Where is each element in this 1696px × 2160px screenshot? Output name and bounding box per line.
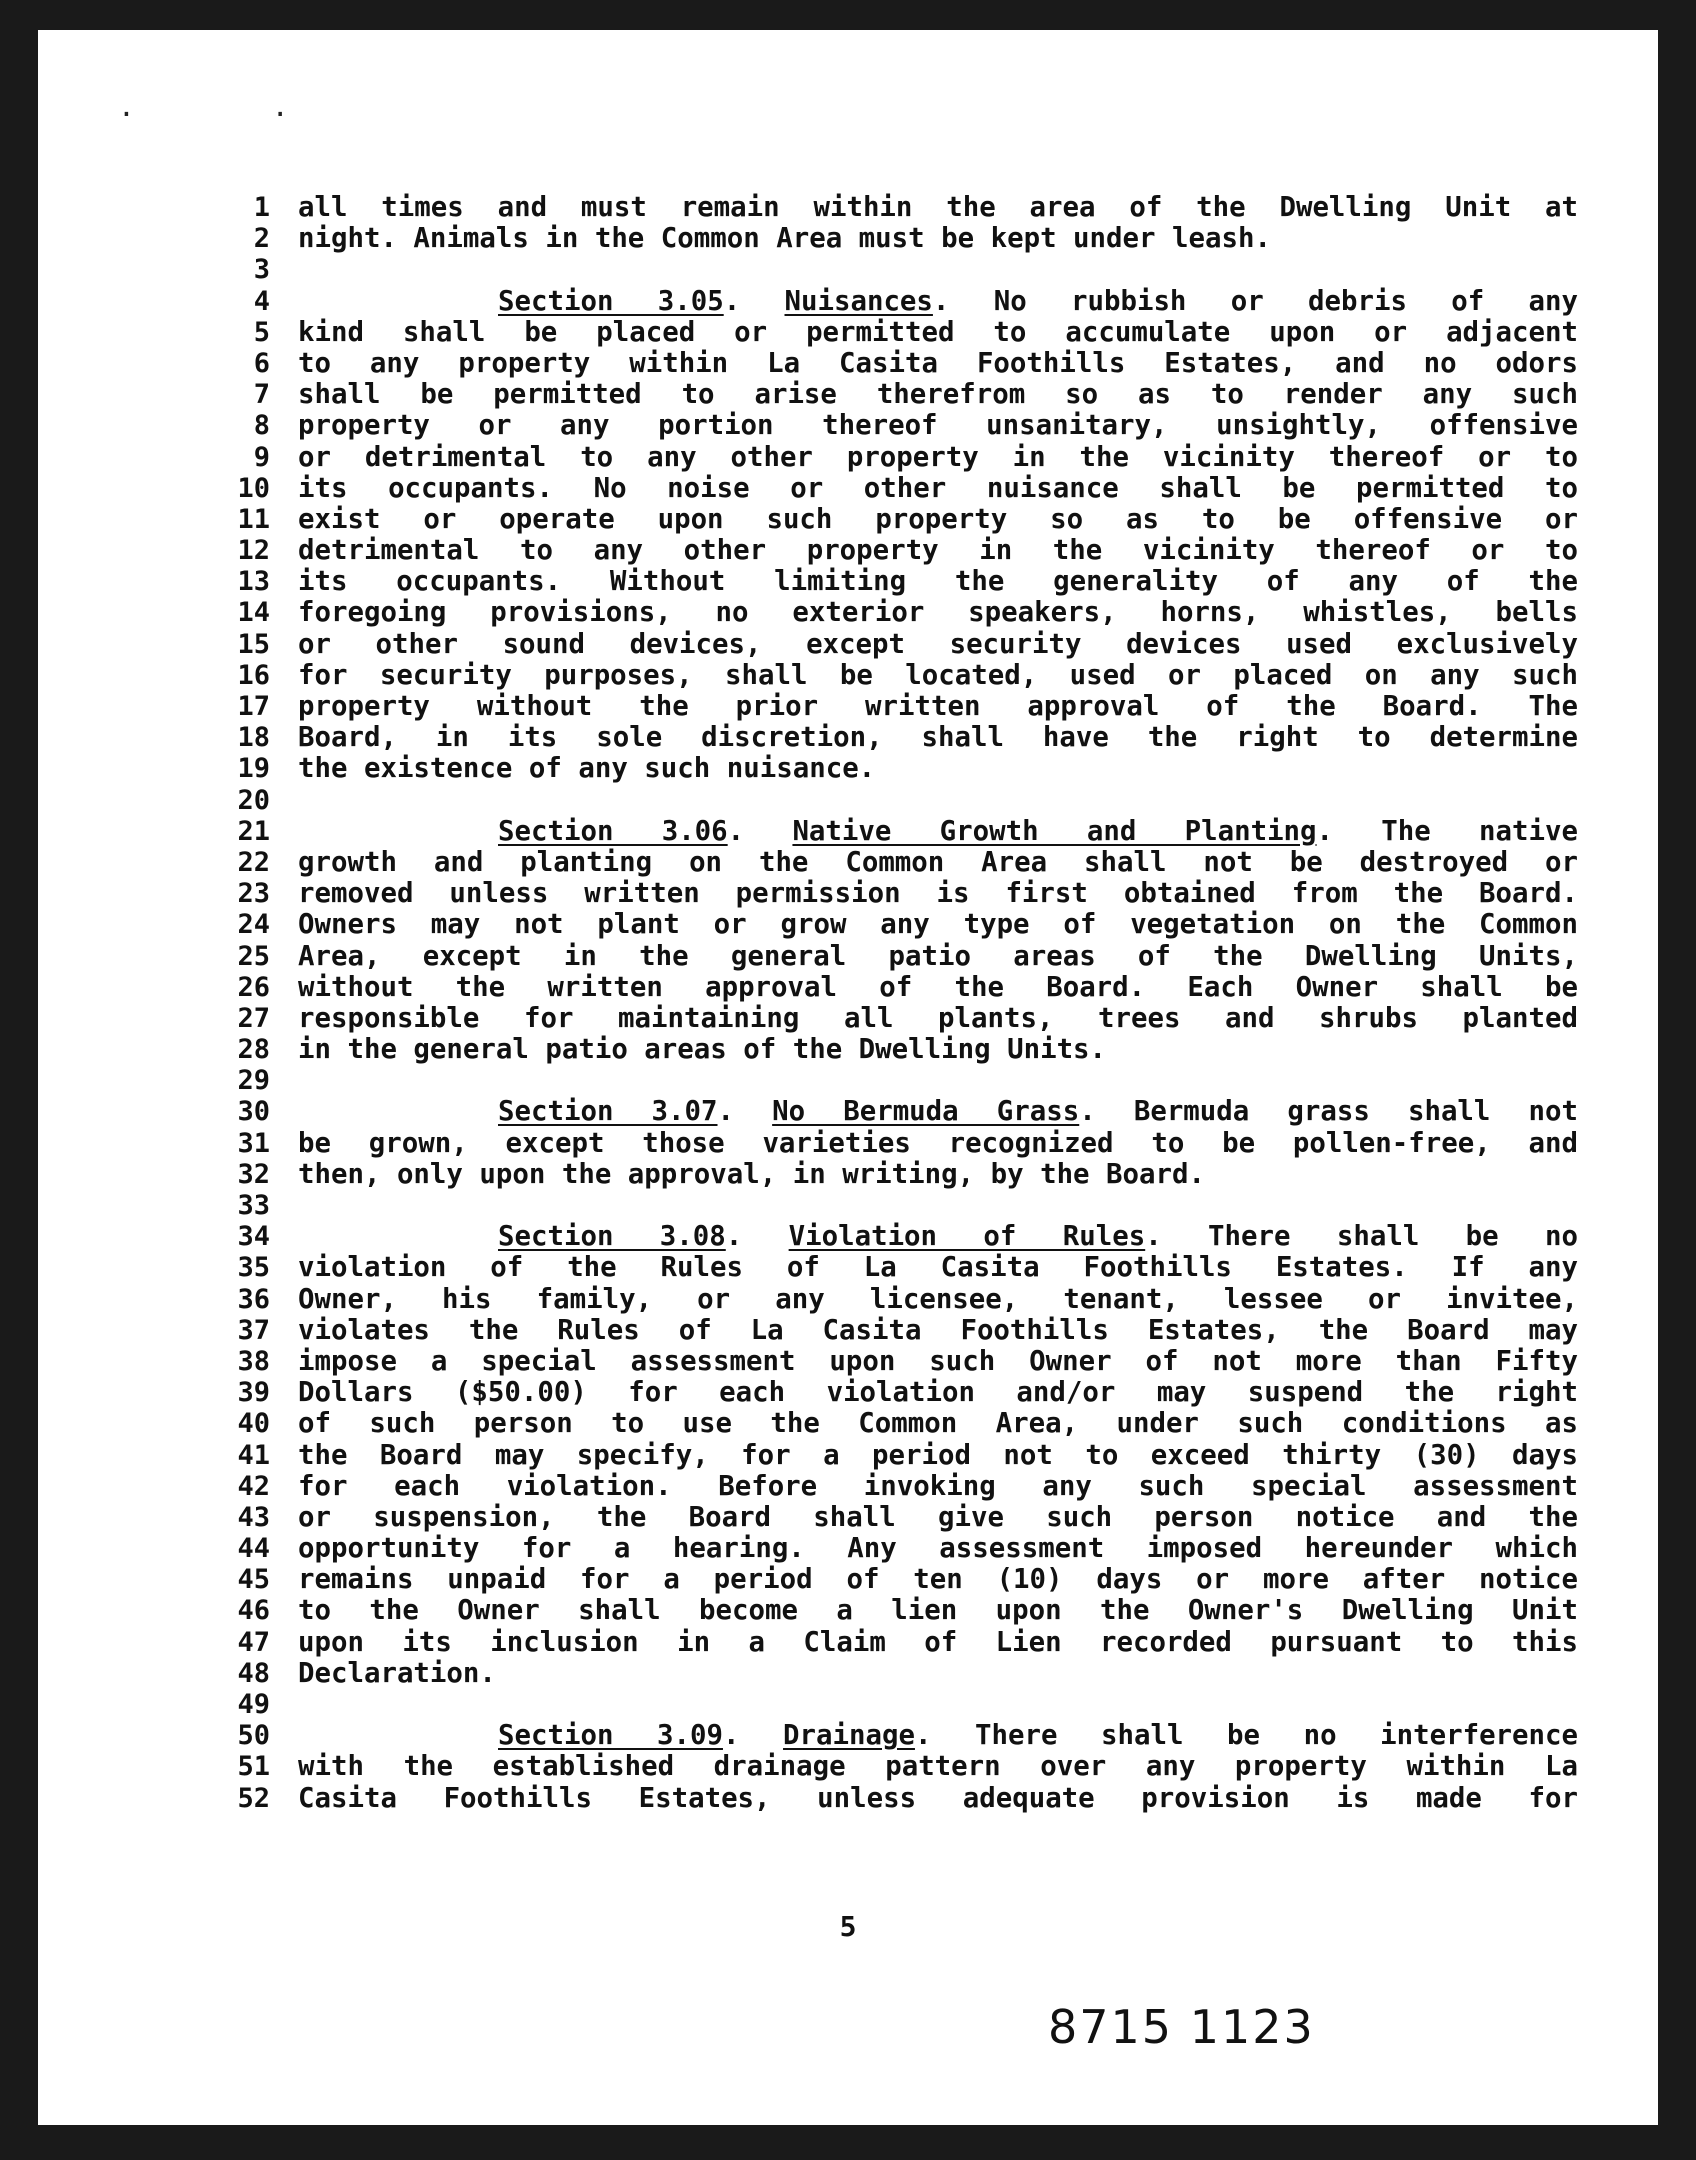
text-line: [228, 1159, 1628, 1190]
text-line: [228, 254, 1628, 285]
text-line: [228, 847, 1628, 878]
text-line: [228, 597, 1628, 628]
line-text: foregoing provisions, no exterior speakers, horns, whistles, bells: [298, 597, 1578, 629]
section-number: Section 3.06: [498, 815, 728, 847]
text-line: [228, 223, 1628, 254]
page-number: 5: [839, 1910, 857, 1943]
section-title: Nuisances: [784, 285, 933, 317]
text-line: [228, 1783, 1628, 1814]
line-number: 41: [237, 1439, 270, 1471]
line-number: 14: [237, 597, 270, 629]
line-number: 46: [237, 1595, 270, 1627]
line-text: detrimental to any other property in the vicinity thereof or to: [298, 535, 1578, 567]
line-number: 43: [237, 1501, 270, 1533]
line-text: opportunity for a hearing. Any assessment imposed hereunder which: [298, 1533, 1578, 1565]
line-number: 35: [237, 1252, 270, 1284]
line-number: 8: [253, 410, 270, 442]
text-line: [228, 348, 1628, 379]
line-number: 20: [237, 784, 270, 816]
text-line: [228, 1065, 1628, 1096]
line-text: removed unless written permission is first obtained from the Board.: [298, 878, 1578, 910]
line-text: the existence of any such nuisance.: [298, 753, 876, 785]
text-line: [228, 192, 1628, 223]
line-number: 49: [237, 1689, 270, 1720]
section-title: No Bermuda Grass: [772, 1096, 1080, 1128]
line-number: 12: [237, 535, 270, 567]
line-number: 5: [253, 316, 270, 348]
line-text: Casita Foothills Estates, unless adequate provision is made for: [298, 1782, 1578, 1814]
line-number: 18: [237, 722, 270, 754]
line-text: exist or operate upon such property so as to be offensive or: [298, 503, 1578, 535]
text-line: [228, 1190, 1628, 1221]
text-line: [228, 1315, 1628, 1346]
line-number: 21: [237, 815, 270, 847]
text-line: [228, 941, 1628, 972]
numbered-text-body: [228, 192, 1628, 1814]
line-number: 10: [237, 472, 270, 504]
line-number: 3: [253, 254, 270, 286]
section-title: Native Growth and Planting: [792, 815, 1317, 847]
line-number: 9: [253, 441, 270, 473]
line-text: Area, except in the general patio areas of the Dwelling Units,: [298, 940, 1578, 972]
line-number: 16: [237, 659, 270, 691]
line-text: or suspension, the Board shall give such person notice and the: [298, 1501, 1578, 1533]
line-text: Dollars ($50.00) for each violation and/or may suspend the right: [298, 1377, 1578, 1409]
section-title: Violation of Rules: [788, 1221, 1146, 1253]
line-text: with the established drainage pattern over any property within La: [298, 1751, 1578, 1783]
line-number: 27: [237, 1002, 270, 1034]
text-line: [228, 1595, 1628, 1626]
line-text: responsible for maintaining all plants, trees and shrubs planted: [298, 1002, 1578, 1034]
line-text: to the Owner shall become a lien upon the Owner's Dwelling Unit: [298, 1595, 1578, 1627]
line-number: 34: [237, 1221, 270, 1253]
section-heading-line: Section 3.05. Nuisances. No rubbish or debris of any: [498, 285, 1578, 317]
section-heading-line: Section 3.08. Violation of Rules. There shall be no: [498, 1221, 1579, 1253]
text-line: [228, 1689, 1628, 1720]
line-number: 33: [237, 1190, 270, 1221]
text-line: [228, 972, 1628, 1003]
line-number: 22: [237, 846, 270, 878]
text-line: [228, 753, 1628, 784]
line-text: kind shall be placed or permitted to accumulate upon or adjacent: [298, 316, 1578, 348]
line-text: impose a special assessment upon such Owner of not more than Fifty: [298, 1345, 1578, 1377]
line-text: for security purposes, shall be located, used or placed on any such: [298, 659, 1578, 691]
text-line: [228, 629, 1628, 660]
line-text: Declaration.: [298, 1657, 496, 1689]
text-line: [228, 1034, 1628, 1065]
line-text: its occupants. Without limiting the generality of any of the: [298, 566, 1578, 598]
document-page: [38, 30, 1658, 2125]
text-line: [228, 878, 1628, 909]
line-number: 23: [237, 878, 270, 910]
line-number: 6: [253, 347, 270, 379]
line-number: 24: [237, 909, 270, 941]
text-line: [228, 1440, 1628, 1471]
line-text: for each violation. Before invoking any such special assessment: [298, 1470, 1578, 1502]
text-line: [228, 317, 1628, 348]
text-line: [228, 1471, 1628, 1502]
line-text: to any property within La Casita Foothills Estates, and no odors: [298, 347, 1578, 379]
text-line: [228, 379, 1628, 410]
line-number: 48: [237, 1657, 270, 1689]
text-line: [228, 410, 1628, 441]
text-line: [228, 1346, 1628, 1377]
text-line: [228, 504, 1628, 535]
line-number: 42: [237, 1470, 270, 1502]
line-number: 36: [237, 1283, 270, 1315]
line-number: 44: [237, 1533, 270, 1565]
line-text: upon its inclusion in a Claim of Lien recorded pursuant to this: [298, 1626, 1578, 1658]
text-line: [228, 1284, 1628, 1315]
text-line: [228, 1408, 1628, 1439]
text-line: [228, 566, 1628, 597]
text-line: [228, 286, 1628, 317]
line-text: property or any portion thereof unsanitary, unsightly, offensive: [298, 410, 1578, 442]
text-line: [228, 442, 1628, 473]
line-text: all times and must remain within the area of the Dwelling Unit at: [298, 192, 1578, 223]
line-text: without the written approval of the Board. Each Owner shall be: [298, 971, 1578, 1003]
text-line: [228, 1377, 1628, 1408]
line-number: 1: [253, 192, 270, 223]
line-number: 17: [237, 691, 270, 722]
line-number: 13: [237, 566, 270, 598]
section-number: Section 3.08: [498, 1221, 726, 1253]
line-number: 15: [237, 628, 270, 660]
line-number: 4: [253, 285, 270, 317]
line-text: its occupants. No noise or other nuisance shall be permitted to: [298, 472, 1578, 504]
line-text: remains unpaid for a period of ten (10) days or more after notice: [298, 1564, 1578, 1596]
line-text: property without the prior written approval of the Board. The: [298, 691, 1578, 722]
line-text: night. Animals in the Common Area must be kept under leash.: [298, 223, 1271, 255]
line-number: 26: [237, 971, 270, 1003]
line-number: 19: [237, 753, 270, 785]
line-text: violates the Rules of La Casita Foothills Estates, the Board may: [298, 1314, 1578, 1346]
text-line: [228, 1502, 1628, 1533]
line-number: 45: [237, 1564, 270, 1596]
text-line: [228, 785, 1628, 816]
line-number: 32: [237, 1158, 270, 1190]
scan-specks: . .: [118, 90, 349, 123]
line-number: 25: [237, 940, 270, 972]
line-number: 39: [237, 1377, 270, 1409]
line-number: 7: [253, 379, 270, 411]
text-line: [228, 1003, 1628, 1034]
line-text: or other sound devices, except security devices used exclusively: [298, 628, 1578, 660]
line-number: 30: [237, 1096, 270, 1128]
text-line: [228, 1627, 1628, 1658]
line-number: 51: [237, 1751, 270, 1783]
line-number: 31: [237, 1127, 270, 1159]
text-line: [228, 1533, 1628, 1564]
line-number: 11: [237, 503, 270, 535]
line-number: 40: [237, 1408, 270, 1440]
text-line: [228, 691, 1628, 722]
line-text: Owner, his family, or any licensee, tenant, lessee or invitee,: [298, 1283, 1578, 1315]
line-number: 2: [253, 223, 270, 255]
line-number: 50: [237, 1720, 270, 1752]
line-text: of such person to use the Common Area, under such conditions as: [298, 1408, 1578, 1440]
text-line: [228, 660, 1628, 691]
text-line: [228, 722, 1628, 753]
line-text: growth and planting on the Common Area shall not be destroyed or: [298, 846, 1578, 878]
text-line: [228, 473, 1628, 504]
section-heading-line: Section 3.09. Drainage. There shall be no interference: [498, 1720, 1579, 1752]
line-text: violation of the Rules of La Casita Foothills Estates. If any: [298, 1252, 1578, 1284]
text-line: [228, 1096, 1628, 1127]
section-number: Section 3.05: [498, 285, 724, 317]
text-line: [228, 1720, 1628, 1751]
text-line: [228, 1658, 1628, 1689]
text-line: [228, 1128, 1628, 1159]
line-number: 37: [237, 1314, 270, 1346]
text-line: [228, 1564, 1628, 1595]
line-number: 29: [237, 1065, 270, 1097]
section-title: Drainage: [783, 1720, 915, 1752]
text-line: [228, 1751, 1628, 1782]
text-line: [228, 816, 1628, 847]
text-line: [228, 1221, 1628, 1252]
line-text: in the general patio areas of the Dwelling Units.: [298, 1034, 1107, 1066]
line-number: 28: [237, 1034, 270, 1066]
line-text: shall be permitted to arise therefrom so as to render any such: [298, 379, 1578, 411]
line-number: 52: [237, 1782, 270, 1814]
line-text: Owners may not plant or grow any type of vegetation on the Common: [298, 909, 1578, 941]
line-number: 38: [237, 1345, 270, 1377]
line-text: Board, in its sole discretion, shall have the right to determine: [298, 722, 1578, 754]
document-stamp-number: 8715 1123: [1048, 2000, 1315, 2054]
line-text: or detrimental to any other property in the vicinity thereof or to: [298, 441, 1578, 473]
line-text: the Board may specify, for a period not to exceed thirty (30) days: [298, 1439, 1578, 1471]
text-line: [228, 535, 1628, 566]
text-line: [228, 909, 1628, 940]
line-text: be grown, except those varieties recognized to be pollen-free, and: [298, 1127, 1578, 1159]
line-number: 47: [237, 1626, 270, 1658]
section-number: Section 3.07: [498, 1096, 718, 1128]
section-number: Section 3.09: [498, 1720, 723, 1752]
text-line: [228, 1252, 1628, 1283]
section-heading-line: Section 3.06. Native Growth and Planting. The native: [498, 815, 1578, 847]
section-heading-line: Section 3.07. No Bermuda Grass. Bermuda grass shall not: [498, 1096, 1578, 1128]
line-text: then, only upon the approval, in writing, by the Board.: [298, 1158, 1205, 1190]
